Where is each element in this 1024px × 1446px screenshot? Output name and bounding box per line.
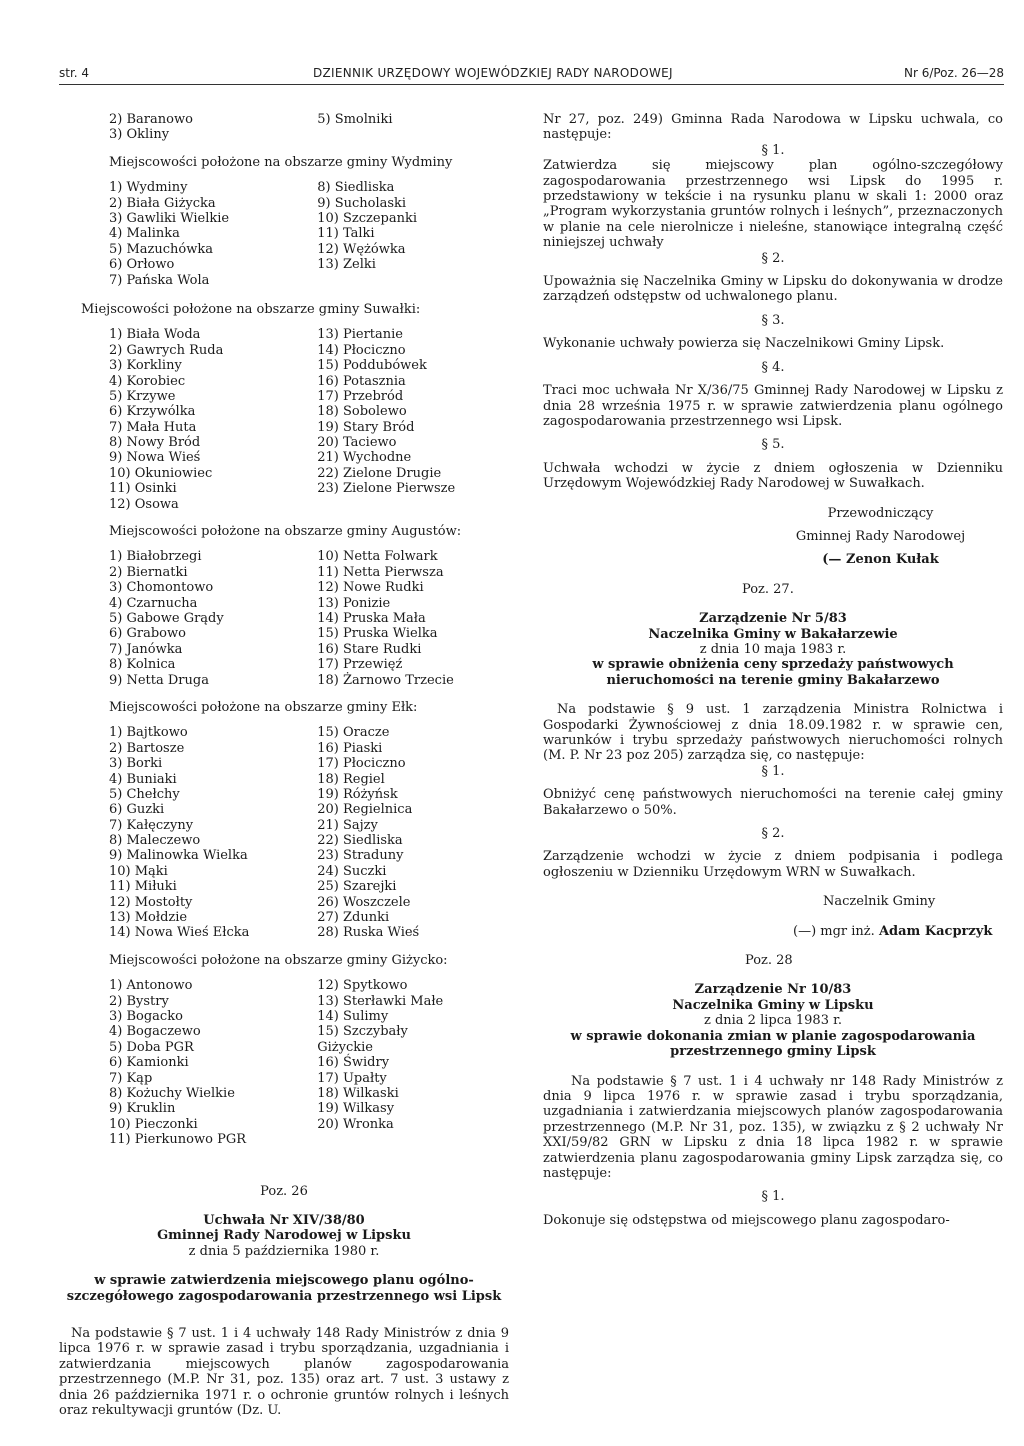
locality-list-item: 21) Wychodne	[317, 450, 412, 466]
locality-list-item: 6) Krzywólka	[109, 404, 196, 420]
page-header	[59, 64, 1004, 85]
section-title-wydminy: Miejscowości położone na obszarze gminy Wydminy	[109, 154, 453, 170]
locality-list-item: 23) Straduny	[317, 848, 404, 864]
poz26-signature-body: Gminnej Rady Narodowej	[795, 528, 966, 544]
poz27-number: Poz. 27.	[742, 581, 794, 597]
locality-list-item: 6) Guzki	[109, 802, 165, 818]
poz27-title: Zarządzenie Nr 5/83	[699, 611, 847, 627]
locality-list-item: 9) Sucholaski	[317, 195, 407, 211]
locality-list-item: 25) Szarejki	[317, 879, 397, 895]
locality-list-item: 9) Nowa Wieś	[109, 450, 201, 466]
locality-list-item: 1) Biała Woda	[109, 327, 201, 343]
top-list	[59, 112, 509, 143]
locality-list-item: 2) Biernatki	[109, 564, 188, 580]
locality-list-item: 5) Mazuchówka	[109, 241, 213, 257]
poz27-date: z dnia 10 maja 1983 r.	[699, 641, 847, 657]
locality-list-item: 24) Suczki	[317, 863, 387, 879]
locality-list-item: 5) Gabowe Grądy	[109, 610, 224, 626]
locality-list-item: 2) Gawrych Ruda	[109, 342, 224, 358]
section-title-elk: Miejscowości położone na obszarze gminy Ełk:	[109, 699, 418, 715]
locality-list-item: 15) Poddubówek	[317, 358, 427, 374]
section-title-suwalki: Miejscowości położone na obszarze gminy Suwałki:	[81, 301, 421, 317]
locality-list-item: 4) Czarnucha	[109, 595, 198, 611]
poz26-section-2: § 2.	[761, 250, 785, 266]
locality-list-item: 16) Piaski	[317, 740, 383, 756]
locality-list-item: 5) Krzywe	[109, 388, 176, 404]
locality-list-item: 12) Osowa	[109, 496, 179, 512]
locality-list-item: 3) Bogacko	[109, 1009, 183, 1024]
locality-list-item: 2) Bystry	[109, 993, 169, 1009]
locality-list-item: 8) Kolnica	[109, 657, 176, 673]
locality-list-item: 3) Chomontowo	[109, 580, 214, 596]
poz26-date: z dnia 5 października 1980 r.	[188, 1243, 380, 1259]
poz27-signature	[543, 924, 1003, 939]
right-column	[543, 112, 1003, 1228]
list-augustow	[59, 549, 509, 688]
locality-list-item: 1) Antonowo	[109, 978, 193, 994]
locality-list-item: 4) Buniaki	[109, 771, 177, 787]
locality-list-item: 11) Talki	[317, 226, 375, 242]
poz28-number: Poz. 28	[745, 953, 793, 969]
poz26-subject: w sprawie zatwierdzenia miejscowego planu ogólno-szczegółowego zagospodarowania przestrzennego wsi Lipsk	[66, 1273, 502, 1304]
locality-list-item: 12) Wężówka	[317, 241, 406, 257]
issue-number: Nr 6/Poz. 26—28	[903, 66, 1004, 80]
locality-list-item: 16) Stare Rudki	[317, 641, 422, 657]
poz26-paragraph-5: Uchwała wchodzi w życie z dniem ogłoszenia w Dzienniku Urzędowym Wojewódzkiej Rady Narodowej w Suwałkach.	[543, 460, 1003, 492]
locality-list-item: 12) Nowe Rudki	[317, 580, 424, 596]
locality-list-item: 2) Baranowo	[109, 112, 193, 127]
locality-list-item: 17) Przebród	[317, 388, 404, 404]
locality-list-item: 3) Korkliny	[109, 358, 182, 374]
poz26-section-4: § 4.	[761, 359, 785, 375]
poz27-signature-title: (—) mgr inż.	[793, 923, 875, 939]
poz27-signature-role: Naczelnik Gminy	[823, 894, 936, 910]
poz28-subject: w sprawie dokonania zmian w planie zagospodarowania przestrzennego gminy Lipsk	[570, 1028, 976, 1060]
poz28-paragraph-1: Dokonuje się odstępstwa od miejscowego planu zagospodaro-	[543, 1212, 950, 1228]
locality-list-item: 6) Kamionki	[109, 1055, 189, 1071]
locality-list-item: 19) Wilkasy	[317, 1101, 395, 1117]
locality-list-item: 12) Spytkowo	[317, 978, 408, 994]
poz26-signature-name: (— Zenon Kułak	[822, 552, 939, 568]
locality-list-item: 2) Bartosze	[109, 740, 185, 756]
locality-list-item: 17) Upałty	[317, 1070, 387, 1086]
left-column	[59, 112, 509, 1418]
poz26-issuer: Gminnej Rady Narodowej w Lipsku	[157, 1228, 411, 1244]
locality-list-item: 11) Pierkunowo PGR	[109, 1132, 247, 1148]
poz26-section-5: § 5.	[761, 437, 785, 453]
locality-list-item: 2) Biała Giżycka	[109, 195, 216, 211]
locality-list-item: 3) Okliny	[109, 127, 170, 143]
page-number: str. 4	[59, 66, 90, 80]
locality-list-item: 17) Płociczno	[317, 756, 406, 772]
section-title-augustow: Miejscowości położone na obszarze gminy Augustów:	[109, 524, 462, 540]
locality-list-item: 5) Chełchy	[109, 786, 180, 802]
locality-list-item: 14) Sulimy	[317, 1009, 389, 1024]
poz28-title: Zarządzenie Nr 10/83	[694, 982, 852, 998]
locality-list-item: 15) Oracze	[317, 725, 390, 741]
poz27-section-1: § 1.	[761, 763, 785, 779]
list-wydminy	[59, 180, 509, 288]
poz26-paragraph-3: Wykonanie uchwały powierza się Naczelnikowi Gminy Lipsk.	[543, 336, 945, 352]
locality-list-item: 13) Zelki	[317, 257, 376, 273]
poz26-section-3: § 3.	[761, 312, 785, 328]
locality-list-item: 22) Siedliska	[317, 833, 403, 849]
poz27-issuer: Naczelnika Gminy w Bakałarzewie	[648, 626, 898, 642]
locality-list-item: 8) Kożuchy Wielkie	[109, 1085, 235, 1101]
locality-list-item: 7) Mała Huta	[109, 419, 197, 435]
poz27-paragraph-1: Obniżyć cenę państwowych nieruchomości na terenie całej gminy Bakałarzewo o 50%.	[543, 787, 1003, 818]
locality-list-item: 20) Taciewo	[317, 435, 397, 451]
locality-list-item: 10) Szczepanki	[317, 210, 418, 226]
locality-list-item: 20) Wronka	[317, 1116, 394, 1132]
locality-list-item: 18) Sobolewo	[317, 404, 407, 420]
locality-list-item: 6) Orłowo	[109, 257, 175, 273]
locality-list-item: 14) Pruska Mała	[317, 610, 426, 626]
poz26-paragraph-4: Traci moc uchwała Nr X/36/75 Gminnej Rady Narodowej w Lipsku z dnia 28 września 1975 r. w sprawie zatwierdzenia planu ogólnego zagospodarowania przestrzennego wsi Lipsk.	[543, 383, 1003, 429]
locality-list-item: 9) Netta Druga	[109, 672, 209, 688]
journal-title: DZIENNIK URZĘDOWY WOJEWÓDZKIEJ RADY NARODOWEJ	[313, 66, 673, 80]
list-elk	[59, 725, 509, 940]
locality-list-item: 10) Netta Folwark	[317, 549, 438, 565]
poz27-subject: w sprawie obniżenia ceny sprzedaży państwowych nieruchomości na terenie gminy Bakałarzewo	[592, 657, 954, 688]
poz26-continuation: Nr 27, poz. 249) Gminna Rada Narodowa w Lipsku uchwala, co następuje:	[543, 112, 1003, 143]
locality-list-item: 7) Janówka	[109, 641, 183, 657]
locality-list-item: 11) Miłuki	[109, 879, 177, 895]
locality-list-item: 23) Zielone Pierwsze	[317, 481, 456, 497]
locality-list-item: 28) Ruska Wieś	[317, 925, 420, 941]
locality-list-item: 10) Pieczonki	[109, 1116, 198, 1132]
poz26-number: Poz. 26	[260, 1183, 308, 1199]
locality-list-item: 7) Kąp	[109, 1070, 153, 1086]
list-suwalki	[59, 327, 509, 512]
locality-list-item: 9) Malinowka Wielka	[109, 848, 248, 864]
locality-list-item: 22) Zielone Drugie	[317, 465, 442, 481]
locality-list-item: 1) Bajtkowo	[109, 725, 188, 741]
locality-list-item: 16) Potasznia	[317, 373, 406, 389]
poz27-paragraph-2: Zarządzenie wchodzi w życie z dniem podpisania i podlega ogłoszeniu w Dzienniku Urzędowym WRN w Suwałkach.	[543, 849, 1003, 880]
locality-list-item: 11) Osinki	[109, 481, 177, 497]
locality-list-item: 1) Wydminy	[109, 180, 188, 196]
locality-list-item: 11) Netta Pierwsza	[317, 564, 444, 580]
locality-list-item: 5) Smolniki	[317, 112, 393, 127]
locality-list-item: 17) Przewięź	[317, 657, 403, 673]
poz27-section-2: § 2.	[761, 826, 785, 842]
locality-list-item: 8) Nowy Bród	[109, 435, 201, 451]
locality-list-item: 1) Białobrzegi	[109, 549, 202, 565]
poz27-body: Na podstawie § 9 ust. 1 zarządzenia Ministra Rolnictwa i Gospodarki Żywnościowej z dnia 18.09.1982 r. w sprawie cen, warunków i trybu sprzedaży państwowych nieruchomości rolnych (M. P. Nr 23 poz 205) zarządza się, co następuje:	[543, 702, 1003, 764]
locality-list-item: 14) Płociczno	[317, 342, 406, 358]
poz28-section-1: § 1.	[761, 1189, 785, 1205]
locality-list-item: 13) Sterławki Małe	[317, 993, 444, 1009]
list-gizycko	[59, 978, 509, 1147]
locality-list-item: 4) Korobiec	[109, 373, 186, 389]
locality-list-item: 4) Bogaczewo	[109, 1024, 201, 1040]
locality-list-item: 27) Zdunki	[317, 910, 390, 926]
locality-list-item: 13) Mołdzie	[109, 910, 188, 926]
locality-list-item: 18) Żarnowo Trzecie	[317, 672, 454, 688]
locality-list-item: 10) Mąki	[109, 863, 168, 879]
locality-list-item: 8) Siedliska	[317, 180, 395, 196]
locality-list-item: 8) Maleczewo	[109, 833, 201, 849]
locality-list-item: 6) Grabowo	[109, 626, 186, 642]
locality-list-item: 13) Piertanie	[317, 327, 403, 343]
poz26-signature-role: Przewodniczący	[827, 505, 934, 521]
poz27-signature-name: Adam Kacprzyk	[878, 923, 993, 939]
locality-list-item: 20) Regielnica	[317, 802, 413, 818]
locality-list-item: 7) Pańska Wola	[109, 272, 210, 288]
poz26-paragraph-2: Upoważnia się Naczelnika Gminy w Lipsku do dokonywania w drodze zarządzeń odstępstw od uchwalonego planu.	[543, 274, 1003, 305]
poz26-body: Na podstawie § 7 ust. 1 i 4 uchwały 148 Rady Ministrów z dnia 9 lipca 1976 r. w sprawie zasad i trybu sporządzania, uzgadniania i zatwierdzania miejscowych planów zagospodarowania przestrzennego (M.P. Nr 31, poz. 135) oraz art. 7 ust. 3 ustawy z dnia 26 października 1971 r. o ochronie gruntów rolnych i leśnych oraz rekultywacji gruntów (Dz. U.	[59, 1325, 509, 1418]
locality-list-item: 18) Regiel	[317, 771, 385, 787]
locality-list-item: 3) Borki	[109, 756, 163, 772]
locality-list-item: 3) Gawliki Wielkie	[109, 210, 230, 226]
poz28-body: Na podstawie § 7 ust. 1 i 4 uchwały nr 148 Rady Ministrów z dnia 9 lipca 1976 r. w sprawie zasad i trybu sporządzania, uzgadniania i zatwierdzania miejscowych planów zagospodarowania przestrzennego (M.P. Nr 31, poz. 135), w związku z § 2 uchwały Nr XXI/59/82 GRN w Lipsku z dnia 18 lipca 1982 r. w sprawie zatwierdzenia planu zagospodarowania gminy Lipsk zarządza się, co następuje:	[543, 1073, 1003, 1181]
poz28-date: z dnia 2 lipca 1983 r.	[703, 1013, 843, 1029]
locality-list-item: 10) Okuniowiec	[109, 465, 213, 481]
locality-list-item: Giżyckie	[317, 1039, 373, 1055]
locality-list-item: 15) Szczybały	[317, 1024, 408, 1040]
locality-list-item: 26) Woszczele	[317, 894, 411, 910]
poz26-title: Uchwała Nr XIV/38/80	[203, 1212, 365, 1228]
poz26-paragraph-1: Zatwierdza się miejscowy plan ogólno-szczegółowy zagospodarowania przestrzennego wsi Lipsk do 1995 r. przedstawiony w tekście i na rysunku planu w skali 1: 2000 oraz „Program wykorzystania gruntów rolnych i leśnych”, przeznaczonych w planie na cele nierolnicze i nieleśne, stanowiące integralną część niniejszej uchwały	[543, 158, 1003, 251]
locality-list-item: 16) Świdry	[317, 1055, 390, 1071]
poz28-issuer: Naczelnika Gminy w Lipsku	[672, 997, 874, 1013]
locality-list-item: 12) Mostołty	[109, 894, 193, 910]
locality-list-item: 5) Doba PGR	[109, 1039, 194, 1055]
locality-list-item: 19) Stary Bród	[317, 419, 415, 435]
locality-list-item: 7) Kałęczyny	[109, 817, 194, 833]
locality-list-item: 13) Ponizie	[317, 595, 391, 611]
locality-list-item: 19) Różyńsk	[317, 786, 398, 802]
locality-list-item: 4) Malinka	[109, 226, 180, 242]
locality-list-item: 14) Nowa Wieś Ełcka	[109, 925, 250, 941]
section-title-gizycko: Miejscowości położone na obszarze gminy Giżycko:	[109, 952, 448, 968]
locality-list-item: 21) Sajzy	[317, 817, 378, 833]
locality-list-item: 18) Wilkaski	[317, 1085, 399, 1101]
locality-list-item: 15) Pruska Wielka	[317, 626, 438, 642]
poz26-section-1: § 1.	[761, 142, 785, 158]
locality-list-item: 9) Kruklin	[109, 1101, 176, 1117]
